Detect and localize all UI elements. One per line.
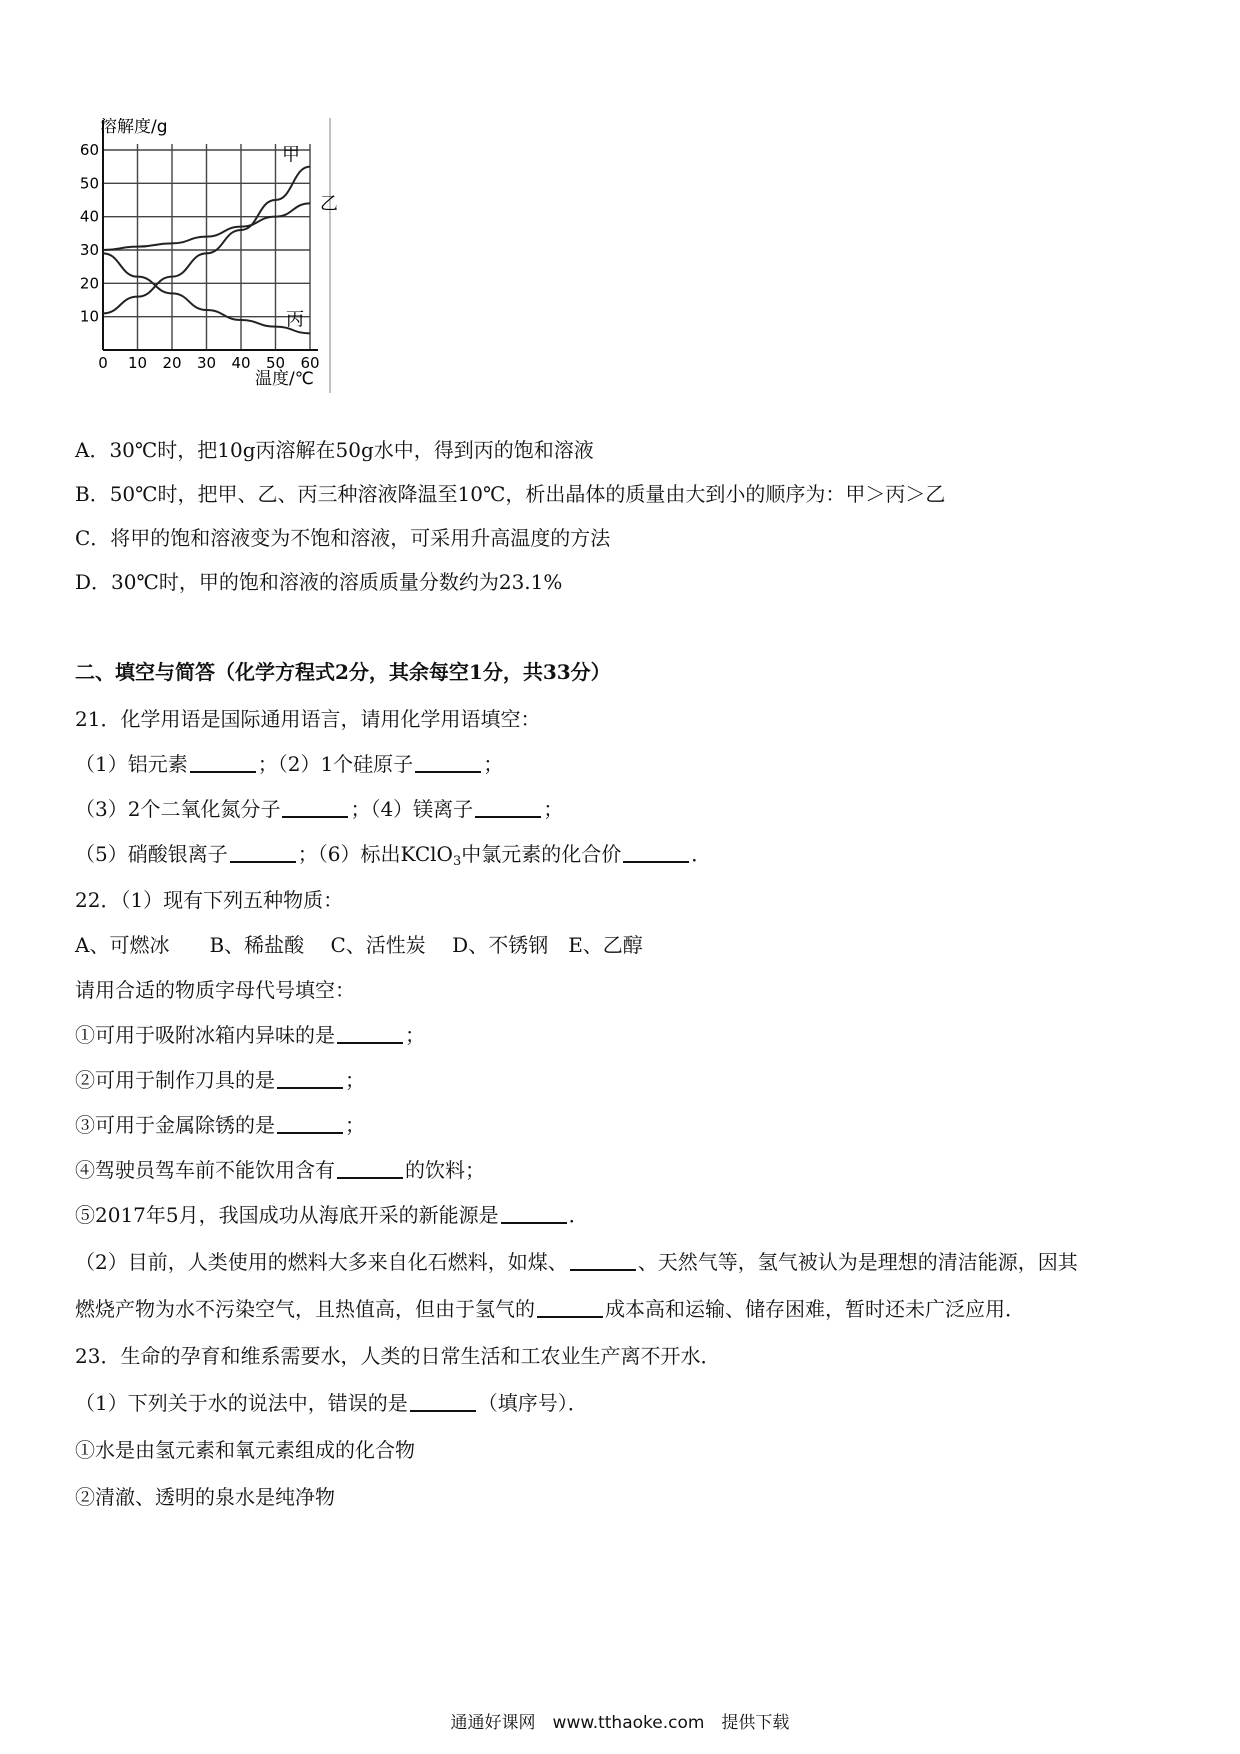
q22-choices: A、可燃冰 B、稀盐酸 C、活性炭 D、不锈钢 E、乙醇 xyxy=(75,933,643,957)
q21-l1c: ； xyxy=(483,752,504,776)
q23-sub1 xyxy=(75,1389,588,1417)
q22-i1: ①可用于吸附冰箱内异味的是 xyxy=(75,1023,335,1047)
x-tick-label: 20 xyxy=(162,354,182,372)
q22-item3 xyxy=(75,1111,365,1139)
q22-i2: ②可用于制作刀具的是 xyxy=(75,1068,275,1092)
x-tick-label: 40 xyxy=(231,354,251,372)
q21-l2b: ；（4）镁离子 xyxy=(350,797,474,821)
q23-option1: ①水是由氢元素和氧元素组成的化合物 xyxy=(75,1438,415,1462)
answer-blank[interactable] xyxy=(410,1390,476,1412)
q22-p2c: 燃烧产物为水不污染空气，且热值高，但由于氢气的 xyxy=(75,1297,535,1321)
subscript: 3 xyxy=(452,854,462,869)
q22-prompt: 请用合适的物质字母代号填空： xyxy=(75,978,355,1002)
y-tick-label: 20 xyxy=(79,274,99,293)
y-axis-label: 溶解度/g xyxy=(100,118,168,137)
answer-blank[interactable] xyxy=(475,796,541,818)
q22-i5e: ． xyxy=(568,1203,589,1227)
q22-i3: ③可用于金属除锈的是 xyxy=(75,1113,275,1137)
option-d: D．30℃时，甲的饱和溶液的溶质质量分数约为23.1% xyxy=(75,570,563,594)
answer-blank[interactable] xyxy=(537,1296,603,1318)
q22-i4e: 的饮料； xyxy=(405,1158,485,1182)
q21-l2c: ； xyxy=(543,797,564,821)
answer-blank[interactable] xyxy=(230,841,296,863)
q21-l3d: ． xyxy=(691,842,712,866)
x-tick-label: 60 xyxy=(300,354,320,372)
q22-p2d: 成本高和运输、储存困难，暂时还未广泛应用． xyxy=(605,1297,1025,1321)
solubility-chart xyxy=(70,118,380,438)
q22-stem: 22．（1）现有下列五种物质： xyxy=(75,888,344,912)
y-tick-label: 50 xyxy=(79,174,99,193)
q22-part2-line1 xyxy=(75,1248,1078,1276)
q21-line3 xyxy=(75,840,711,876)
footer-text[interactable]: 通通好课网 www.tthaoke.com 提供下载 xyxy=(450,1713,790,1733)
x-axis-label: 温度/℃ xyxy=(255,369,314,389)
x-tick-label: 30 xyxy=(196,354,217,372)
q22-item1 xyxy=(75,1021,425,1049)
answer-blank[interactable] xyxy=(415,751,481,773)
answer-blank[interactable] xyxy=(337,1157,403,1179)
x-tick-label: 50 xyxy=(265,354,286,372)
q21-l3c: 中氯元素的化合价 xyxy=(461,842,622,866)
q21-line2 xyxy=(75,795,563,823)
q22-item4 xyxy=(75,1156,485,1184)
answer-blank[interactable] xyxy=(282,796,348,818)
q22-item2 xyxy=(75,1066,365,1094)
q21-l1a: （1）铝元素 xyxy=(75,752,188,776)
q23-option2: ②清澈、透明的泉水是纯净物 xyxy=(75,1485,335,1509)
chart-ticks xyxy=(80,141,320,372)
q22-part2-line2 xyxy=(75,1295,1025,1323)
x-tick-label: 0 xyxy=(98,354,108,372)
series-label: 乙 xyxy=(320,193,338,215)
chart-series xyxy=(103,145,338,334)
q22-p2a: （2）目前，人类使用的燃料大多来自化石燃料，如煤、 xyxy=(75,1250,568,1274)
answer-blank[interactable] xyxy=(277,1067,343,1089)
y-tick-label: 30 xyxy=(79,241,99,259)
q23-s1b: （填序号）． xyxy=(477,1391,588,1415)
answer-blank[interactable] xyxy=(570,1249,636,1271)
series-label: 甲 xyxy=(282,144,300,166)
q23-stem: 23．生命的孕育和维系需要水，人类的日常生活和工农业生产离不开水． xyxy=(75,1344,721,1368)
answer-blank[interactable] xyxy=(277,1112,343,1134)
q21-l3b: ；（6）标出KClO xyxy=(297,842,453,866)
section-heading: 二、填空与简答（化学方程式2分，其余每空1分，共33分） xyxy=(75,660,611,684)
y-tick-label: 40 xyxy=(79,207,99,226)
option-a: A．30℃时，把10g丙溶解在50g水中，得到丙的饱和溶液 xyxy=(75,438,594,462)
option-c: C．将甲的饱和溶液变为不饱和溶液，可采用升高温度的方法 xyxy=(75,526,611,550)
answer-blank[interactable] xyxy=(190,751,256,773)
y-tick-label: 10 xyxy=(79,307,99,326)
series-label: 丙 xyxy=(286,309,304,331)
q22-i3e: ； xyxy=(345,1113,365,1137)
q22-i1e: ； xyxy=(405,1023,425,1047)
q22-i4: ④驾驶员驾车前不能饮用含有 xyxy=(75,1158,335,1182)
q21-l2a: （3）2个二氧化氮分子 xyxy=(75,797,281,821)
answer-blank[interactable] xyxy=(623,841,689,863)
answer-blank[interactable] xyxy=(501,1202,567,1224)
q21-line1 xyxy=(75,750,503,778)
q23-s1a: （1）下列关于水的说法中，错误的是 xyxy=(75,1391,408,1415)
x-tick-label: 10 xyxy=(127,354,148,372)
q21-l1b: ；（2）1个硅原子 xyxy=(257,752,414,776)
q22-i5: ⑤2017年5月，我国成功从海底开采的新能源是 xyxy=(75,1203,499,1227)
q22-i2e: ； xyxy=(345,1068,365,1092)
q21-l3a: （5）硝酸银离子 xyxy=(75,842,228,866)
answer-blank[interactable] xyxy=(337,1022,403,1044)
option-b: B．50℃时，把甲、乙、丙三种溶液降温至10℃，析出晶体的质量由大到小的顺序为：甲＞丙＞乙 xyxy=(75,482,946,506)
q22-item5 xyxy=(75,1201,589,1229)
q22-p2b: 、天然气等，氢气被认为是理想的清洁能源，因其 xyxy=(637,1250,1078,1274)
y-tick-label: 60 xyxy=(79,141,99,159)
q21-stem: 21．化学用语是国际通用语言，请用化学用语填空： xyxy=(75,707,541,731)
